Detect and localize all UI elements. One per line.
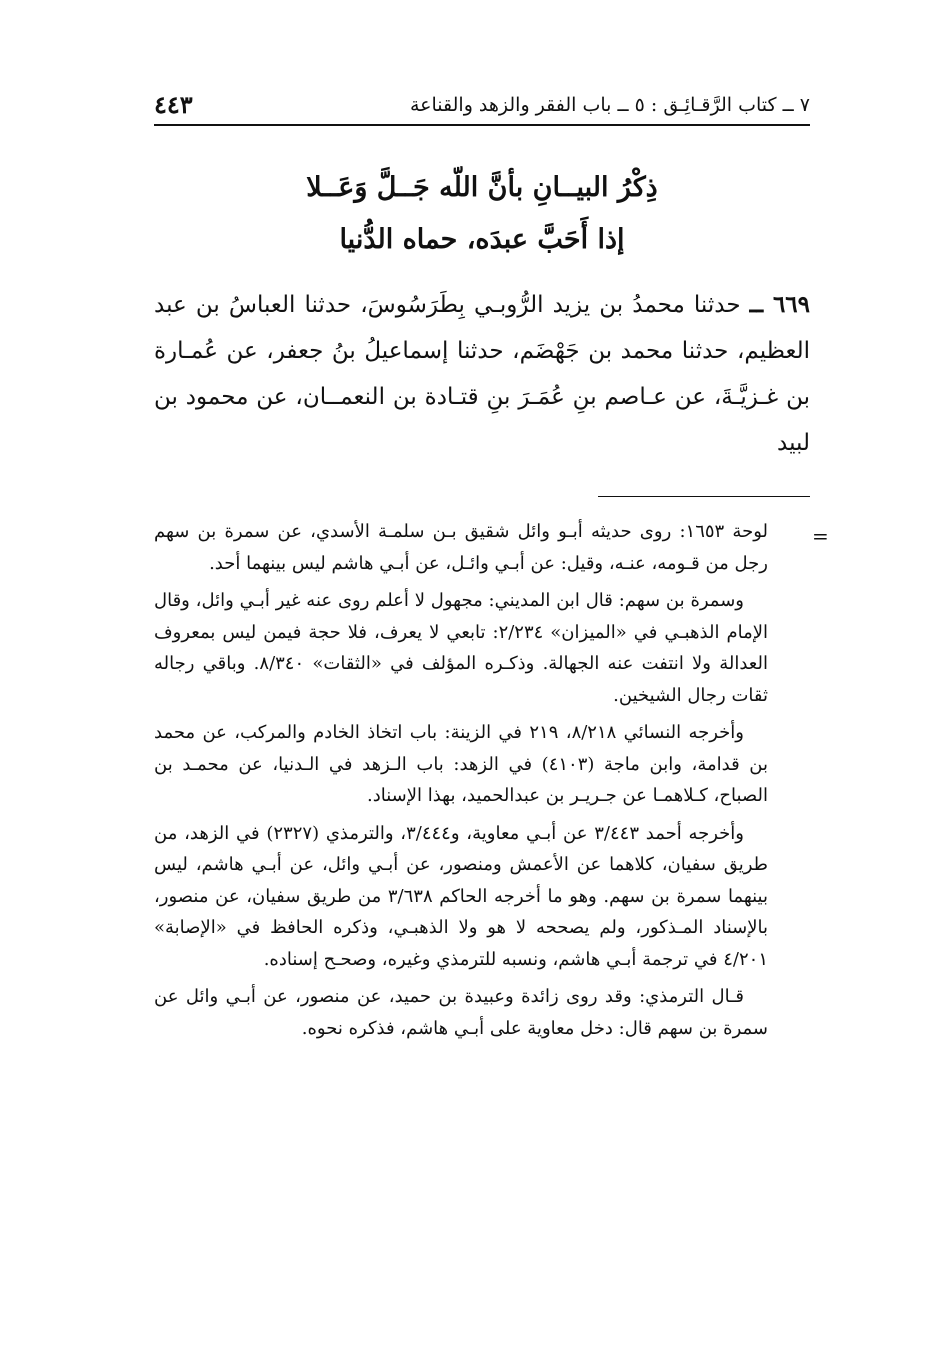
running-header	[154, 82, 810, 126]
hadith-chain-text: حدثنا محمدُ بن يزيد الرُّوبـي بِطَرَسُوسَ، حدثنا العباسُ بن عبد العظيم، حدثنا محمد بن جَهْضَم، حدثنا إسماعيلُ بنُ جعفر، عن عُمـارة بن غـزيَّـةَ، عن عـاصم بنِ عُمَـرَ بنِ قتـادة بن النعمــان، عن محمود بن لبيد	[154, 292, 810, 456]
page-number: ٤٤٣	[154, 90, 193, 119]
footnote-paragraph: وأخرجه أحمد ٣/٤٤٣ عن أبـي معاوية، و٣/٤٤٤، والترمذي (٢٣٢٧) في الزهد، من طريق سفيان، كلاهما عن الأعمش ومنصور، عن أبـي وائل، عن أبـي هاشم، ليس بينهما سمرة بن سهم. وهو ما أخرجه الحاكم ٣/٦٣٨ من طريق سفيان، عن منصور، بالإسناد المـذكور، ولم يصححه لا هو ولا الذهبـي، وذكره الحافظ في «الإصابة» ٤/٢٠١ في ترجمة أبـي هاشم، ونسبه للترمذي وغيره، وصحـح إسناده.	[154, 822, 769, 970]
chapter-heading-line-2: إذا أَحَبَّ عبدَه، حماه الدُّنيا	[339, 224, 625, 255]
hadith-number: ٦٦٩ ــ	[749, 291, 810, 318]
continuation-mark: =	[812, 524, 829, 548]
footnotes-block	[154, 516, 768, 1050]
footnote-paragraph: قـال الترمذي: وقد روى زائدة وعبيدة بن حميد، عن منصور، عن أبـي وائل عن سمرة بن سهم قال: دخل معاوية على أبـي هاشم، فذكره نحوه.	[154, 986, 768, 1039]
footnote-paragraph: وأخرجه النسائي ٨/٢١٨، ٢١٩ في الزينة: باب اتخاذ الخادم والمركب، عن محمد بن قدامة، وابن ماجة (٤١٠٣) في الزهد: باب الـزهد في الـدنيا، عن محمـد بن الصباح، كـلاهمـا عن جـريـر بن عبدالحميد، بهذا الإسناد.	[154, 722, 768, 806]
footnote-paragraph: لوحة ١٦٥٣: روى حديثه أبـو وائل شقيق بـن سلمـة الأسدي، عن سمرة بن سهم رجل من قـومه، عنـه، وقيل: عن أبـي وائـل، عن أبـي هاشم ليس بينهما أحد.	[154, 521, 768, 574]
footnote-paragraph: وسمرة بن سهم: قال ابن المديني: مجهول لا أعلم روى عنه غير أبـي وائل، وقال الإمام الذهبـي في «الميزان» ٢/٢٣٤: تابعي لا يعرف، فلا حجة فيمن ليس بمعروف العدالة ولا انتفت عنه الجهالة. وذكـره المؤلف في «الثقات» ٨/٣٤٠. وباقي رجاله ثقات رجال الشيخين.	[154, 590, 768, 706]
footnote-divider	[598, 496, 810, 497]
running-header-title: ٧ ــ كتاب الرَّقـائِـق : ٥ ــ باب الفقر والزهد والقناعة	[409, 94, 810, 116]
chapter-heading-line-1: ذِكْرُ البيــانِ بأنَّ اللّه جَــلَّ وَعَــلا	[306, 172, 658, 203]
chapter-heading	[154, 162, 810, 266]
hadith-text-block	[154, 282, 810, 466]
